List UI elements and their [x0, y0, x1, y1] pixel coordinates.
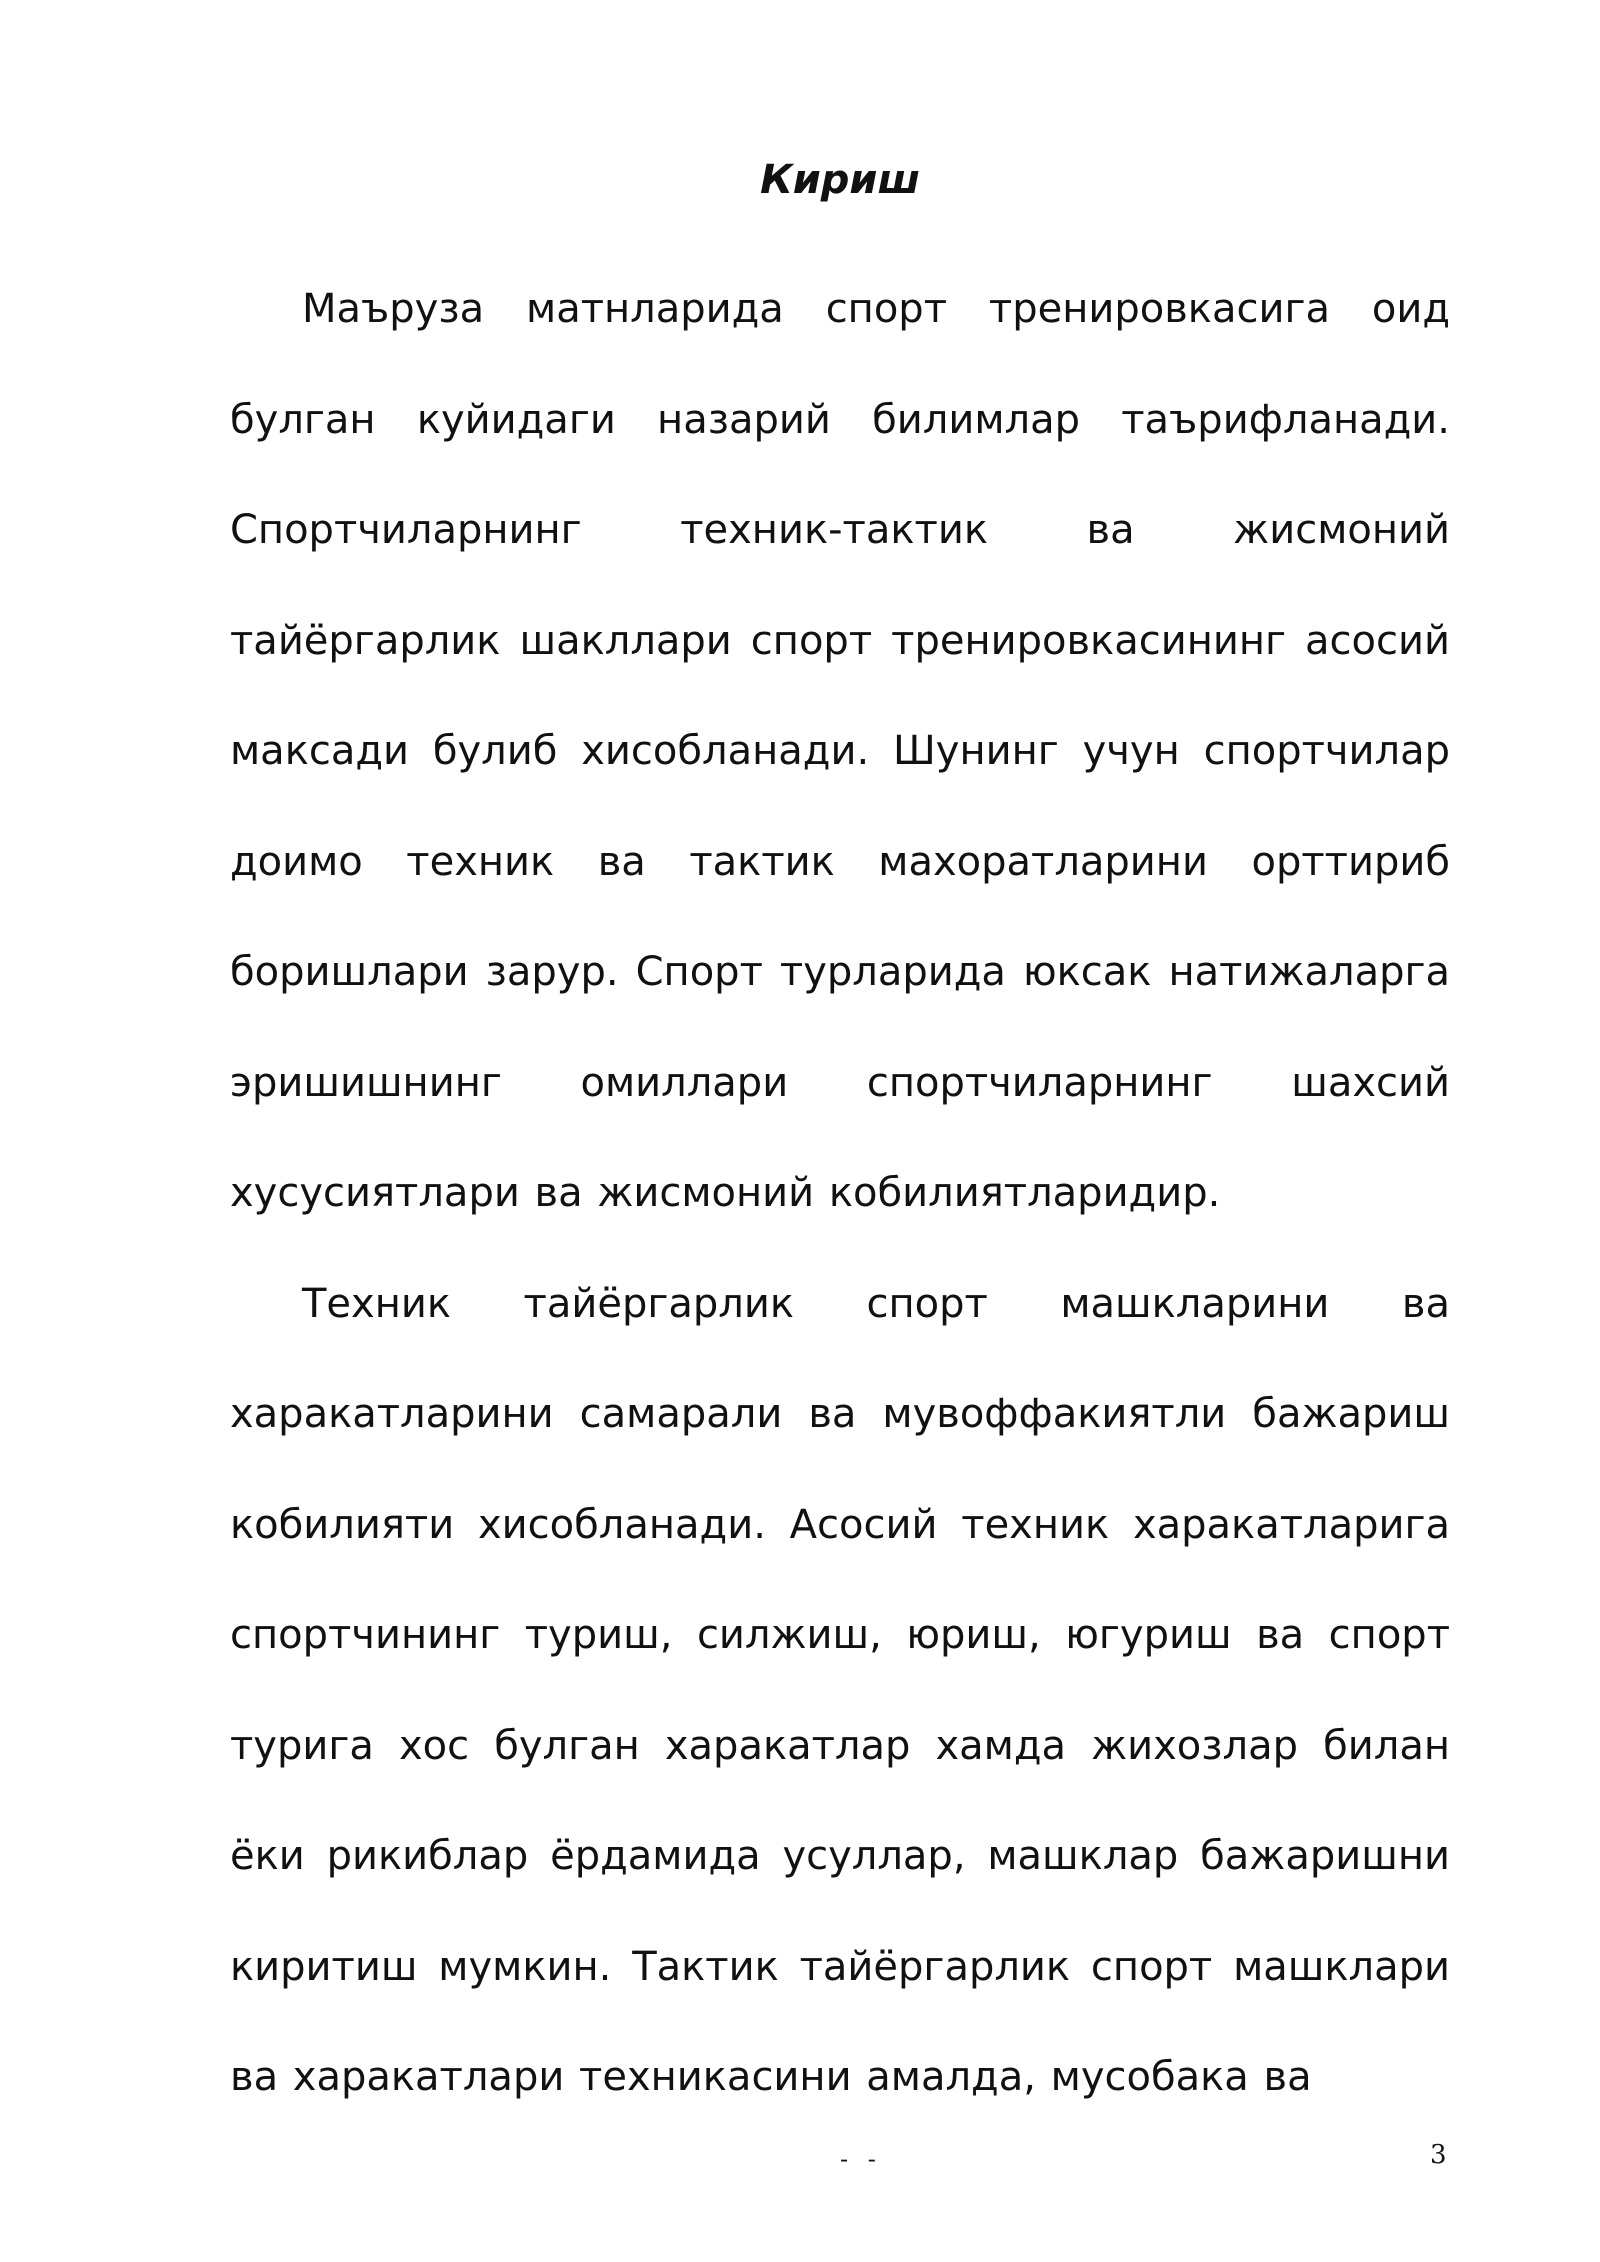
body-text	[230, 254, 1450, 2133]
page-title: Кириш	[760, 157, 920, 203]
paragraph-2: Техник тайёргарлик спорт машкларини ва харакатларини самарали ва мувоффакиятли бажариш кобилияти хисобланади. Асосий техник харакатларига спортчининг туриш, силжиш, юриш, югуриш ва спорт турига хос булган харакатлар хамда жихозлар билан ёки рикиблар ёрдамида усуллар, машклар бажаришни киритиш мумкин. Тактик тайёргарлик спорт машклари ва харакатлари техникасини амалда, мусобака ва	[230, 1280, 1450, 2100]
page-number: 3	[1430, 2140, 1447, 2170]
paragraph-1: Маъруза матнларида спорт тренировкасига оид булган куйидаги назарий билимлар таърифланади. Спортчиларнинг техник-тактик ва жисмоний тайёргарлик шакллари спорт тренировкасининг асосий максади булиб хисобланади. Шунинг учун спортчилар доимо техник ва тактик махоратларини орттириб боришлари зарур. Спорт турларида юксак натижаларга эришишнинг омиллари спортчиларнинг шахсий хусусиятлари ва жисмоний кобилиятларидир.	[230, 286, 1450, 1216]
footer-marks: - -	[840, 2145, 882, 2173]
